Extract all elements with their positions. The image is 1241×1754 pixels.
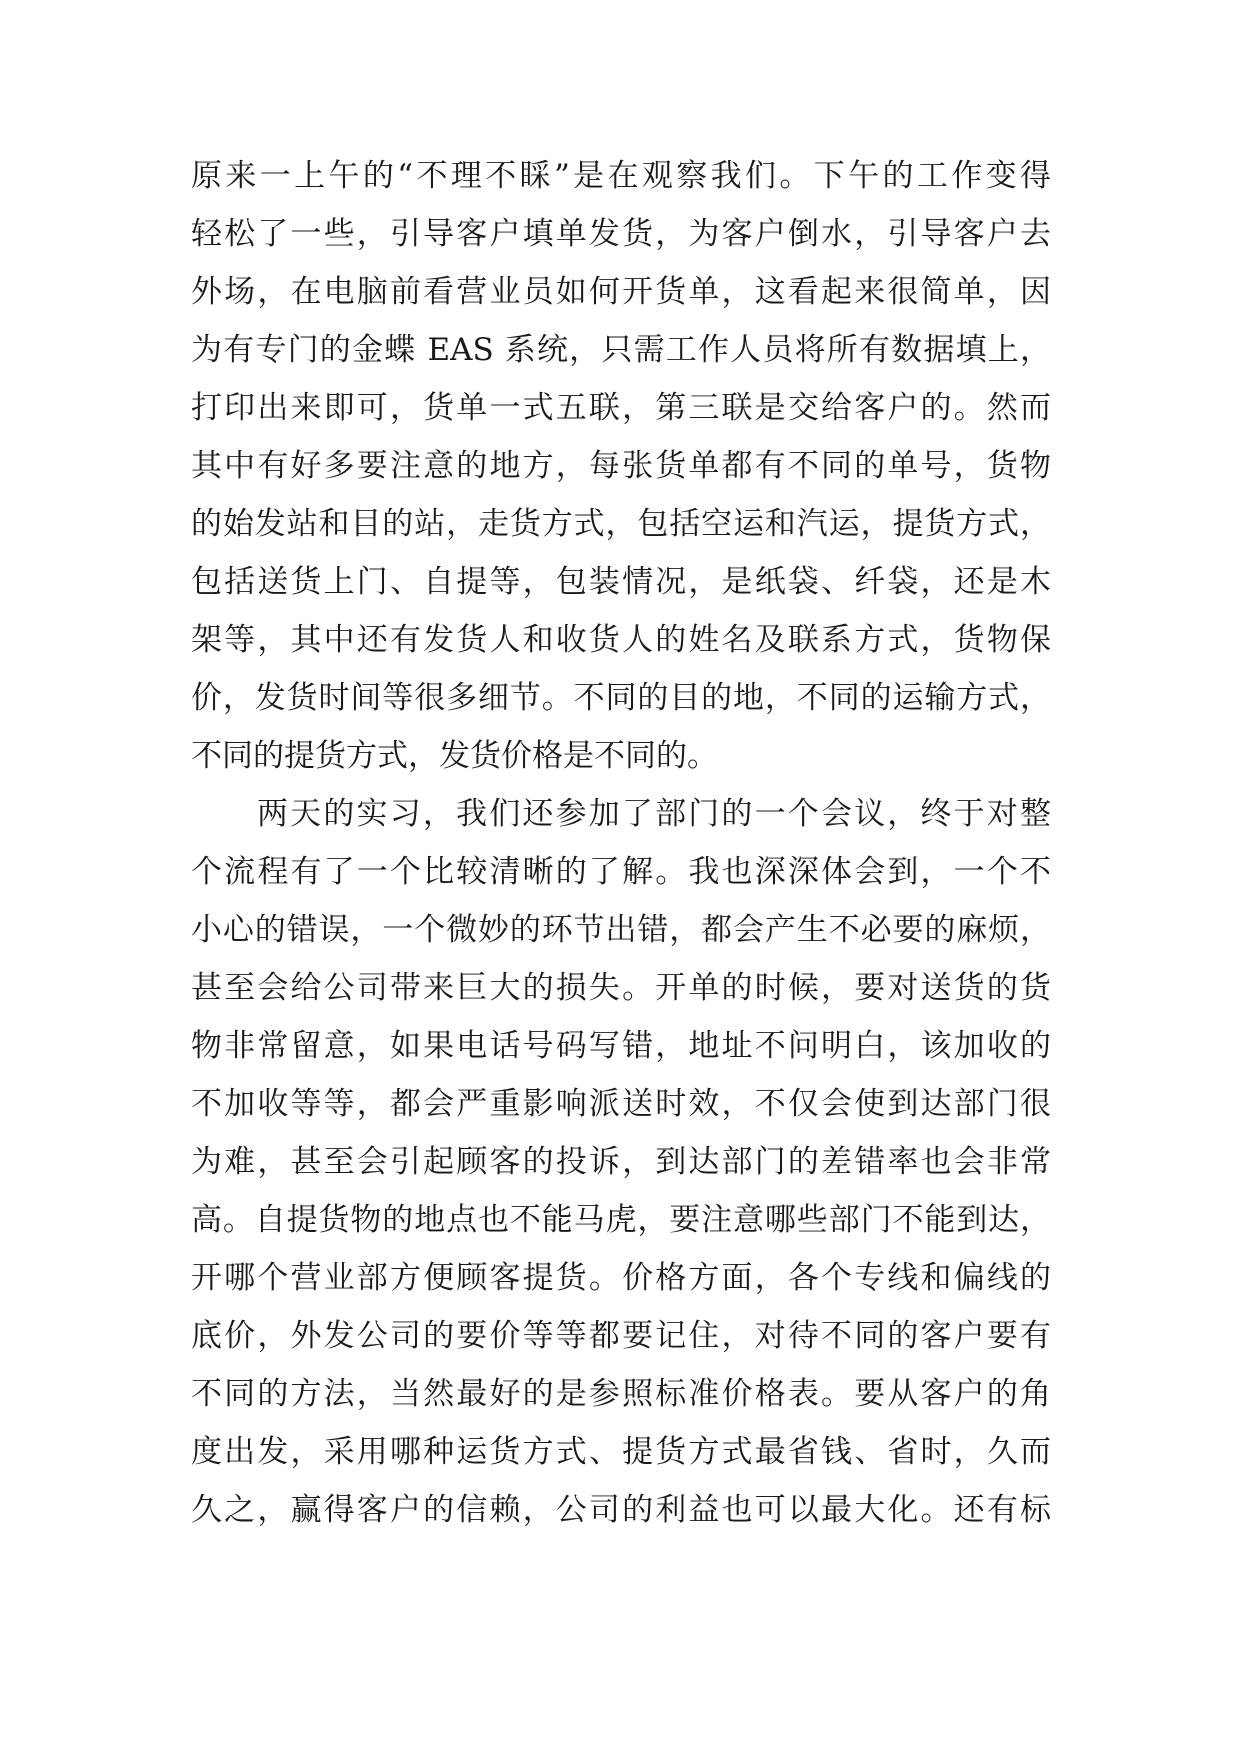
text-line: 包括送货上门、自提等，包装情况，是纸袋、纤袋，还是木 xyxy=(191,564,1051,600)
text-line: 度出发，采用哪种运货方式、提货方式最省钱、省时，久而 xyxy=(191,1434,1051,1470)
text-line: 为难，甚至会引起顾客的投诉，到达部门的差错率也会非常 xyxy=(191,1144,1051,1180)
text-line: 开哪个营业部方便顾客提货。价格方面，各个专线和偏线的 xyxy=(191,1260,1051,1296)
text-line: 其中有好多要注意的地方，每张货单都有不同的单号，货物 xyxy=(191,448,1051,484)
text-line: 个流程有了一个比较清晰的了解。我也深深体会到，一个不 xyxy=(191,854,1051,890)
text-line: 外场，在电脑前看营业员如何开货单，这看起来很简单，因 xyxy=(191,274,1051,310)
text-line: 高。自提货物的地点也不能马虎，要注意哪些部门不能到达， xyxy=(191,1202,1051,1238)
text-line: 轻松了一些，引导客户填单发货，为客户倒水，引导客户去 xyxy=(191,216,1051,252)
text-line: 价，发货时间等很多细节。不同的目的地，不同的运输方式， xyxy=(191,680,1051,716)
text-line: 甚至会给公司带来巨大的损失。开单的时候，要对送货的货 xyxy=(191,970,1051,1006)
text-line: 的始发站和目的站，走货方式，包括空运和汽运，提货方式， xyxy=(191,506,1051,542)
text-line: 不同的方法，当然最好的是参照标准价格表。要从客户的角 xyxy=(191,1376,1051,1412)
text-line: 不同的提货方式，发货价格是不同的。 xyxy=(191,738,718,774)
text-line: 小心的错误，一个微妙的环节出错，都会产生不必要的麻烦， xyxy=(191,912,1051,948)
paragraph-first-line: 两天的实习，我们还参加了部门的一个会议，终于对整 xyxy=(257,796,1051,832)
text-line: 为有专门的金蝶 EAS 系统，只需工作人员将所有数据填上， xyxy=(191,332,1051,368)
text-line: 不加收等等，都会严重影响派送时效，不仅会使到达部门很 xyxy=(191,1086,1051,1122)
text-line: 打印出来即可，货单一式五联，第三联是交给客户的。然而 xyxy=(191,390,1051,426)
text-line: 原来一上午的“不理不睬”是在观察我们。下午的工作变得 xyxy=(191,158,1051,194)
text-line: 底价，外发公司的要价等等都要记住，对待不同的客户要有 xyxy=(191,1318,1051,1354)
text-line: 物非常留意，如果电话号码写错，地址不问明白，该加收的 xyxy=(191,1028,1051,1064)
text-line: 架等，其中还有发货人和收货人的姓名及联系方式，货物保 xyxy=(191,622,1051,658)
text-line: 久之，赢得客户的信赖，公司的利益也可以最大化。还有标 xyxy=(191,1492,1051,1528)
